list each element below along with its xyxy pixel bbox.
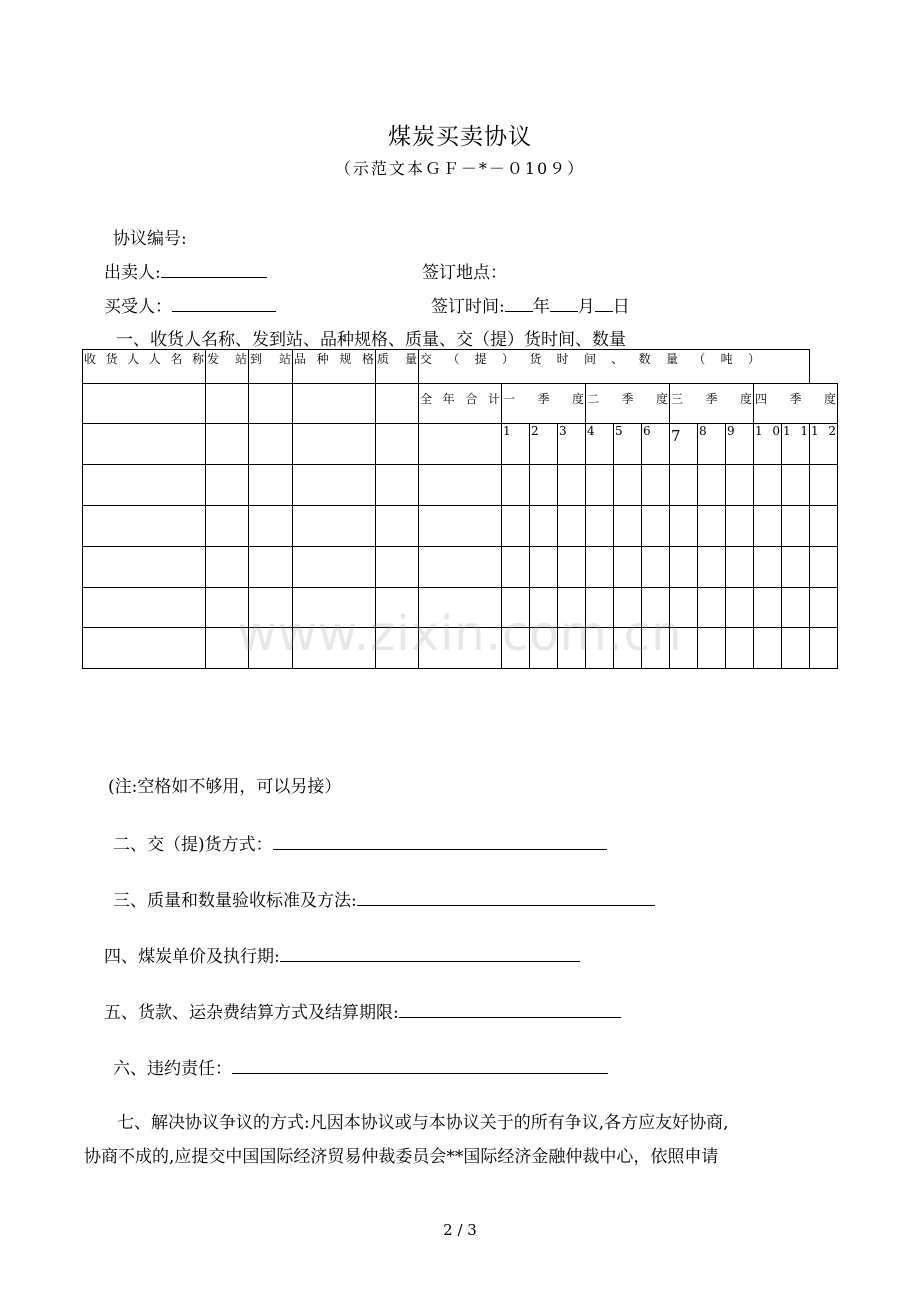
clause-2 [113,830,607,855]
month-7: 7 [670,424,698,465]
month-blank [550,297,578,312]
table-row [83,465,838,506]
month-1: 1 [502,424,530,465]
table-header-row [83,350,838,384]
sign-time-label: 签订时间: [431,297,505,317]
header-quarter-3: 三 季 度 [670,384,754,424]
table-month-row [83,424,838,465]
header-variety-spec: 品 种 规 格 [293,350,376,384]
buyer-label: 买受人： [104,297,172,317]
table-cell [206,424,249,465]
clause-7-line-2: 协商不成的,应提交中国国际经济贸易仲裁委员会**国际经济金融仲裁中心，依照申请 [84,1147,719,1167]
table-cell [249,384,293,424]
clause-5-blank [399,1003,621,1018]
clause-7-line-1: 七、解决协议争议的方式:凡因本协议或与本协议关于的所有争议,各方应友好协商, [117,1113,729,1133]
clause-6 [113,1054,608,1079]
clause-4-label: 四、煤炭单价及执行期: [104,947,280,967]
month-8: 8 [698,424,726,465]
month-4: 4 [586,424,614,465]
header-blank-corner [810,350,838,384]
day-blank [595,297,613,312]
clause-2-label: 二、交（提)货方式： [113,835,273,855]
table-cell [376,424,419,465]
day-label: 日 [612,297,630,317]
document-subtitle: （示范文本ＧＦ－*－０10９） [334,159,586,178]
clause-3-blank [357,891,655,906]
month-5: 5 [614,424,642,465]
clause-5 [104,998,621,1023]
header-quality: 质 量 [376,350,419,384]
section-1-heading: 一、收货人名称、发到站、品种规格、质量、交（提）货时间、数量 [116,330,626,350]
table-quarter-row [83,384,838,424]
table-cell [293,384,376,424]
watermark-text: www.zixin.com.cn [237,606,683,662]
table-cell [249,424,293,465]
sign-place-label: 签订地点： [422,263,507,283]
header-quarter-1: 一 季 度 [502,384,586,424]
header-quarter-4: 四 季 度 [754,384,838,424]
header-from-station: 发 站 [206,350,249,384]
month-3: 3 [558,424,586,465]
month-9: 9 [726,424,754,465]
seller-field [104,258,267,283]
clause-4 [104,942,580,967]
contract-number-label: 协议编号: [113,229,187,249]
month-12: 1 2 [810,424,838,465]
header-to-station: 到 站 [249,350,293,384]
buyer-blank [172,297,276,312]
month-2: 2 [530,424,558,465]
clause-6-blank [232,1059,608,1074]
header-delivery-time-quantity: 交 （ 提 ） 货 时 间 、 数 量 （ 吨 ） [419,350,810,384]
month-10: 1 0 [754,424,782,465]
seller-blank [161,263,267,278]
month-11: 1 1 [782,424,810,465]
year-label: 年 [532,297,550,317]
clause-5-label: 五、货款、运杂费结算方式及结算期限: [104,1003,399,1023]
header-annual-total: 全 年 合 计 [419,384,502,424]
table-cell [293,424,376,465]
seller-label: 出卖人: [104,263,161,283]
clause-3-label: 三、质量和数量验收标准及方法: [113,891,357,911]
header-quarter-2: 二 季 度 [586,384,670,424]
clause-2-blank [273,835,607,850]
document-title: 煤炭买卖协议 [388,124,532,150]
month-label: 月 [577,297,595,317]
month-6: 6 [642,424,670,465]
year-blank [505,297,533,312]
table-cell [206,384,249,424]
clause-6-label: 六、违约责任： [113,1059,232,1079]
clause-4-blank [280,947,580,962]
table-row [83,506,838,547]
buyer-field [104,292,276,317]
sign-time-field [431,292,630,317]
table-cell [83,384,206,424]
note-text: (注:空格如不够用，可以另接） [108,777,342,797]
page-number: 2 / 3 [443,1221,477,1239]
header-consignee: 收 货 人 人 名 称 [83,350,206,384]
table-cell [83,424,206,465]
table-row [83,547,838,588]
clause-3 [113,886,655,911]
table-cell [376,384,419,424]
table-cell [419,424,502,465]
